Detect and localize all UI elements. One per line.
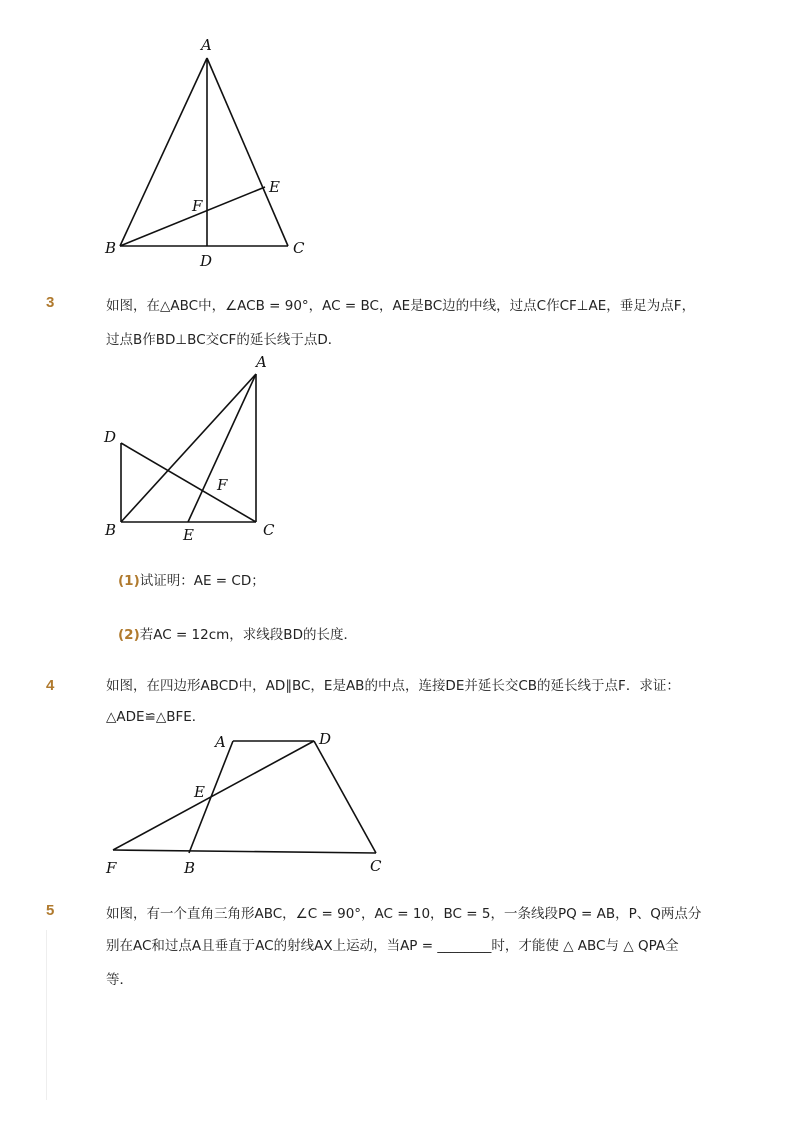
q5-text-line-2: 别在AC和过点A且垂直于AC的射线AX上运动，当AP = ________时，才能使 △ ABC与 △ QPA全 [106,938,679,954]
label-a: A [215,733,226,751]
label-d: D [200,252,213,270]
q3-sub1-text: 试证明：AE = CD； [139,573,265,589]
question-number-4: 4 [46,677,55,694]
label-c: C [293,239,305,257]
figure-q4-svg [100,728,400,883]
label-b: B [105,239,117,257]
label-a: A [201,36,212,54]
segment-dc [314,741,376,853]
q3-sub2-label: (2) [118,627,140,643]
label-d: D [319,730,332,748]
label-b: B [105,521,117,539]
figure-1-svg [100,30,330,270]
q3-text-line-1: 如图，在△ABC中，∠ACB = 90°，AC = BC，AE是BC边的中线，过点C作CF⊥AE，垂足为点F， [106,298,696,314]
segment-ab [121,374,256,522]
left-margin-rule [46,930,47,1100]
label-b: B [184,859,196,877]
q3-subquestion-2 [118,623,357,643]
figure-q3 [100,350,300,550]
label-d: D [104,428,117,446]
question-number-5: 5 [46,902,55,919]
label-c: C [370,857,382,875]
label-f: F [217,476,228,494]
label-e: E [194,783,205,801]
q3-text-line-2: 过点B作BD⊥BC交CF的延长线于点D． [106,332,342,348]
segment-fc [113,850,376,853]
q4-text-line-1: 如图，在四边形ABCD中，AD∥BC，E是AB的中点，连接DE并延长交CB的延长线于点F．求证： [106,678,680,694]
label-f: F [106,859,117,877]
figure-q3-svg [100,350,300,550]
segment-ac [207,58,288,246]
label-e: E [183,526,194,544]
segment-ae [188,374,256,522]
label-a: A [256,353,267,371]
segment-fd [113,741,314,850]
q3-sub2-text: 若AC = 12cm，求线段BD的长度． [139,627,357,643]
segment-ab [120,58,207,246]
figure-q4 [100,728,400,883]
q3-sub1-label: (1) [118,573,140,589]
label-f: F [192,197,203,215]
segment-be [120,187,265,246]
q5-text-line-3: 等． [106,972,133,988]
label-e: E [269,178,280,196]
figure-triangle-abc-top [100,30,330,270]
q4-text-line-2: △ADE≌△BFE． [106,709,206,725]
segment-dc [121,443,256,522]
label-c: C [263,521,275,539]
q3-subquestion-1 [118,569,265,589]
question-number-3: 3 [46,294,55,311]
q5-text-line-1: 如图，有一个直角三角形ABC，∠C = 90°，AC = 10，BC = 5，一条线段PQ = AB，P、Q两点分 [106,906,702,922]
